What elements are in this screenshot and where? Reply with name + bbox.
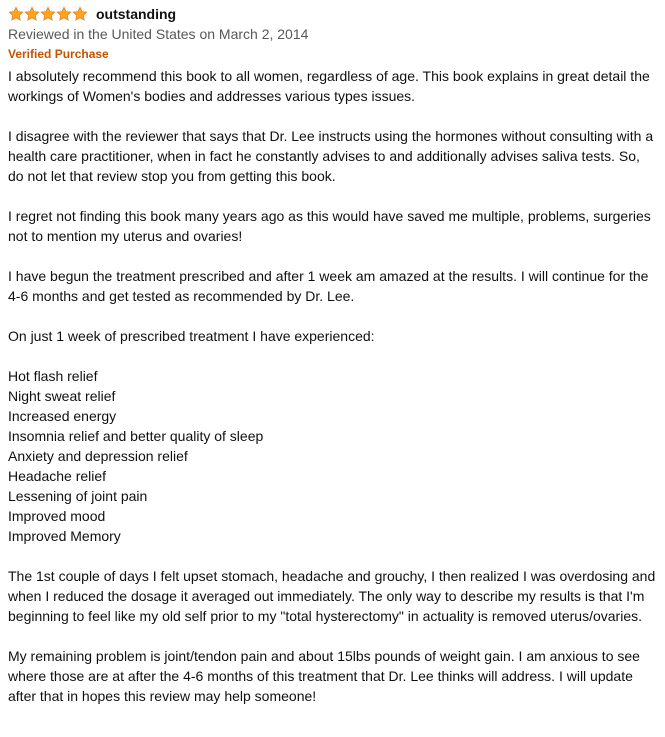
benefits-list	[8, 366, 657, 546]
list-item: Anxiety and depression relief	[8, 448, 188, 464]
review-paragraph: I absolutely recommend this book to all women, regardless of age. This book explains in great detail the workings of Women's bodies and addresses various types issues.	[8, 68, 650, 104]
list-item: Insomnia relief and better quality of sleep	[8, 428, 264, 444]
list-item: Lessening of joint pain	[8, 488, 148, 504]
review-title[interactable]: outstanding	[96, 6, 177, 22]
review-paragraph: I disagree with the reviewer that says that Dr. Lee instructs using the hormones without consulting with a health care practitioner, when in fact he constantly advises to and additionally advises saliva tests. So, do not let that review stop you from getting this book.	[8, 128, 654, 184]
verified-purchase-badge[interactable]: Verified Purchase	[8, 47, 109, 61]
list-item: Increased energy	[8, 408, 117, 424]
review-date: Reviewed in the United States on March 2, 2014	[8, 26, 309, 42]
star-icon	[24, 6, 40, 22]
star-icon	[8, 6, 24, 22]
star-icon	[40, 6, 56, 22]
list-item: Improved mood	[8, 508, 106, 524]
review-paragraph: I have begun the treatment prescribed and after 1 week am amazed at the results. I will continue for the 4-6 months and get tested as recommended by Dr. Lee.	[8, 268, 649, 304]
list-item: Hot flash relief	[8, 368, 98, 384]
star-icon	[56, 6, 72, 22]
review-paragraph: The 1st couple of days I felt upset stomach, headache and grouchy, I then realized I was overdosing and when I reduced the dosage it averaged out immediately. The only way to describe my results is that I'm beginning to feel like my old self prior to my "total hysterectomy" in actuality is removed uterus/ovaries.	[8, 568, 656, 624]
review-paragraph: On just 1 week of prescribed treatment I have experienced:	[8, 328, 375, 344]
review-body	[8, 66, 657, 706]
list-item: Improved Memory	[8, 528, 121, 544]
review-paragraph: My remaining problem is joint/tendon pain and about 15lbs pounds of weight gain. I am anxious to see where those are at after the 4-6 months of this treatment that Dr. Lee thinks will address. I will update after that in hopes this review may help someone!	[8, 648, 640, 704]
star-icon	[72, 6, 88, 22]
star-rating[interactable]	[8, 6, 88, 22]
review-paragraph: I regret not finding this book many years ago as this would have saved me multiple, problems, surgeries not to mention my uterus and ovaries!	[8, 208, 651, 244]
list-item: Headache relief	[8, 468, 107, 484]
review-header	[8, 4, 657, 24]
list-item: Night sweat relief	[8, 388, 116, 404]
